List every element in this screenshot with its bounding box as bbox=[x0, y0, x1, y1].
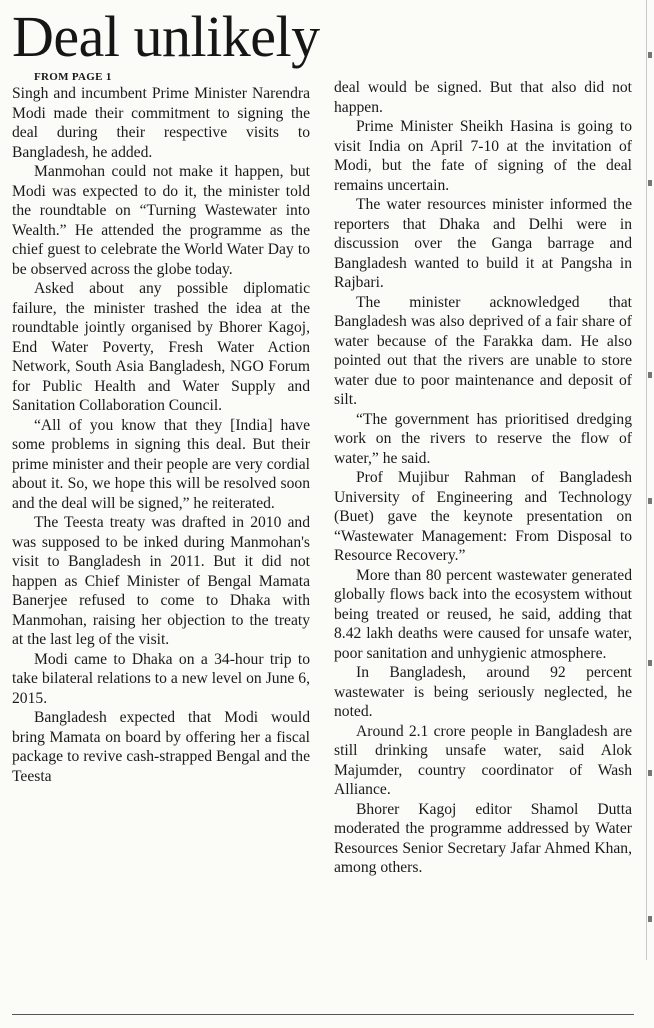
edge-fragment bbox=[648, 770, 652, 776]
edge-fragment bbox=[648, 372, 652, 378]
paragraph: Modi came to Dhaka on a 34-hour trip to take bilateral relations to a new level on June 6, 2015. bbox=[12, 650, 310, 707]
jump-kicker: FROM PAGE 1 bbox=[34, 71, 112, 83]
paragraph: Manmohan could not make it happen, but Modi was expected to do it, the minister told the roundtable on “Turning Wastewater into Wealth.” He attended the programme as the chief guest to celebrate the World Water Day to be observed across the globe today. bbox=[12, 163, 310, 278]
paragraph: More than 80 percent wastewater generated globally flows back into the ecosystem without being treated or reused, he said, adding that 8.42 lakh deaths were caused for unsafe water, poor sanitation and unhygienic atmosphere. bbox=[334, 566, 632, 662]
paragraph: Around 2.1 crore people in Bangladesh are still drinking unsafe water, said Alok Majumder, country coordinator of Wash Alliance. bbox=[334, 722, 632, 798]
adjacent-column-edge bbox=[648, 0, 654, 1028]
paragraph: Prof Mujibur Rahman of Bangladesh University of Engineering and Technology (Buet) gave the keynote presentation on “Wastewater Management: From Disposal to Resource Recovery.” bbox=[334, 469, 632, 564]
paragraph: The water resources minister informed the reporters that Dhaka and Delhi were in discussion over the Ganga barrage and Bangladesh wanted to build it at Pangsha in Rajbari. bbox=[334, 196, 632, 291]
bottom-rule bbox=[12, 1014, 634, 1015]
edge-fragment bbox=[648, 660, 652, 666]
edge-fragment bbox=[648, 498, 652, 504]
paragraph: “The government has prioritised dredging work on the rivers to reserve the flow of water,” he said. bbox=[334, 410, 632, 467]
column-divider bbox=[646, 0, 647, 960]
edge-fragment bbox=[648, 52, 652, 58]
headline: Deal unlikely bbox=[12, 4, 320, 69]
paragraph: Bangladesh expected that Modi would bring Mamata on board by offering her a fiscal package to revive cash-strapped Bengal and the Teesta bbox=[12, 709, 310, 785]
edge-fragment bbox=[648, 180, 652, 186]
paragraph: deal would be signed. But that also did not happen. bbox=[334, 79, 632, 116]
article-column-right bbox=[334, 78, 632, 878]
paragraph: Asked about any possible diplomatic failure, the minister trashed the idea at the roundtable jointly organised by Bhorer Kagoj, End Water Poverty, Fresh Water Action Network, South Asia Bangladesh, NGO Forum for Public Health and Water Supply and Sanitation Collaboration Council. bbox=[12, 280, 310, 414]
edge-fragment bbox=[648, 916, 652, 922]
paragraph: In Bangladesh, around 92 percent wastewater is being seriously neglected, he noted. bbox=[334, 664, 632, 720]
paragraph: Singh and incumbent Prime Minister Narendra Modi made their commitment to signing the deal during their respective visits to Bangladesh, he added. bbox=[12, 85, 310, 161]
paragraph: Bhorer Kagoj editor Shamol Dutta moderated the programme addressed by Water Resources Senior Secretary Jafar Ahmed Khan, among others. bbox=[334, 800, 632, 876]
paragraph: The minister acknowledged that Bangladesh was also deprived of a fair share of water because of the Farakka dam. He also pointed out that the rivers are unable to store water due to poor maintenance and deposit of silt. bbox=[334, 293, 632, 408]
paragraph: “All of you know that they [India] have some problems in signing this deal. But their prime minister and their people are very cordial about it. So, we hope this will be resolved soon and the deal will be signed,” he reiterated. bbox=[12, 416, 310, 512]
paragraph: Prime Minister Sheikh Hasina is going to visit India on April 7-10 at the invitation of Modi, but the fate of signing of the deal remains uncertain. bbox=[334, 118, 632, 194]
article-column-left bbox=[12, 70, 310, 786]
paragraph: The Teesta treaty was drafted in 2010 and was supposed to be inked during Manmohan's visit to Bangladesh in 2011. But it did not happen as Chief Minister of Bengal Mamata Banerjee refused to come to Dhaka with Manmohan, raising her objection to the treaty at the last leg of the visit. bbox=[12, 514, 310, 648]
